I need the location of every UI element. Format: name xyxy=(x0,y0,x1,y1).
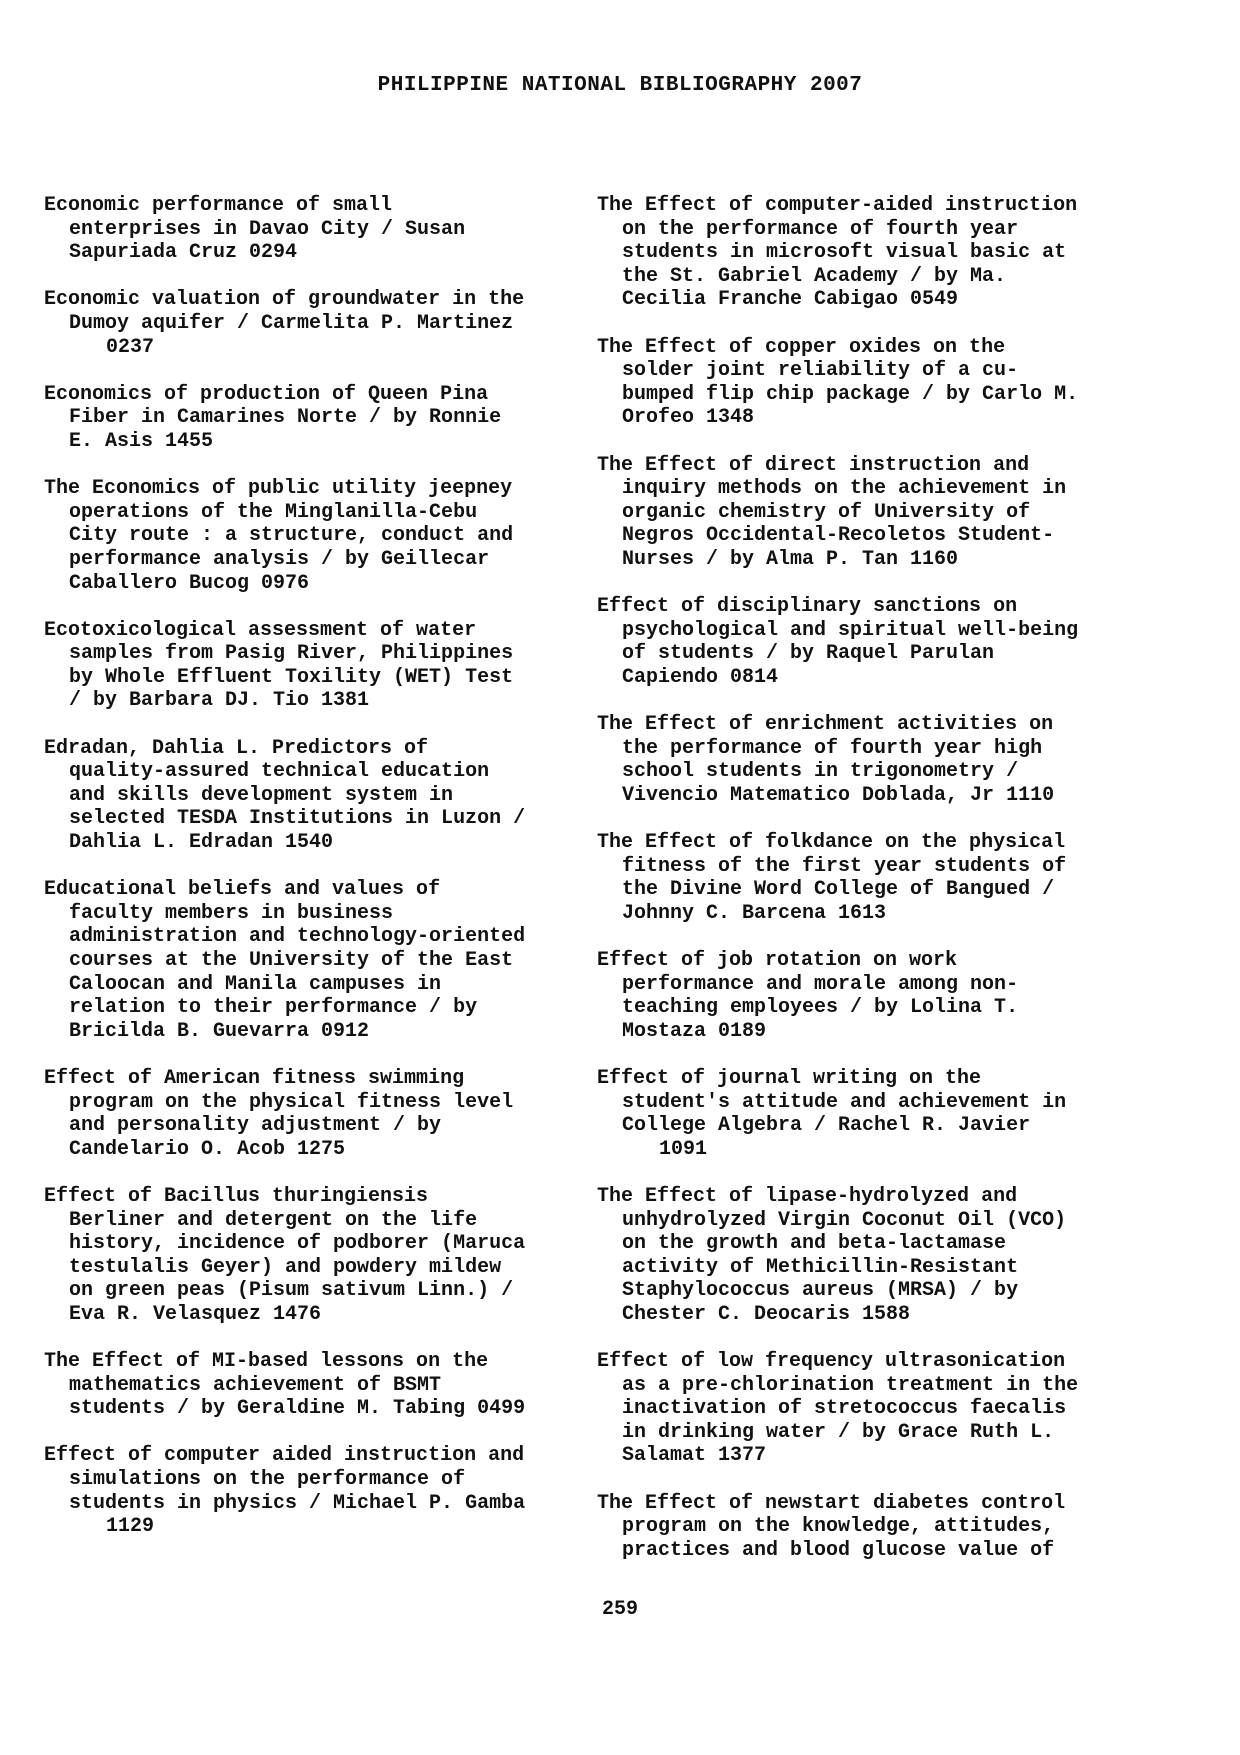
left-column xyxy=(44,194,564,1562)
entry-line: students / by Geraldine M. Tabing 0499 xyxy=(69,1397,526,1421)
entry-line: the Divine Word College of Bangued / xyxy=(622,878,1055,902)
entry-line: and personality adjustment / by xyxy=(69,1114,442,1138)
entry-line: Candelario O. Acob 1275 xyxy=(69,1137,346,1161)
entry-line: / by Barbara DJ. Tio 1381 xyxy=(69,689,370,713)
entry-line: testulalis Geyer) and powdery mildew xyxy=(69,1255,502,1279)
bibliography-entry xyxy=(597,1185,1117,1327)
entry-line: as a pre-chlorination treatment in the xyxy=(622,1373,1079,1397)
entry-line: Negros Occidental-Recoletos Student- xyxy=(622,524,1055,548)
entry-line: the St. Gabriel Academy / by Ma. xyxy=(622,264,1007,288)
entry-line: inactivation of stretococcus faecalis xyxy=(622,1397,1067,1421)
entry-line: in drinking water / by Grace Ruth L. xyxy=(622,1420,1055,1444)
bibliography-entry xyxy=(597,336,1117,430)
entry-line: bumped flip chip package / by Carlo M. xyxy=(622,382,1079,406)
entry-line: courses at the University of the East xyxy=(69,949,514,972)
bibliography-entry xyxy=(44,1185,564,1327)
entry-line: enterprises in Davao City / Susan xyxy=(69,217,466,241)
entry-line: Fiber in Camarines Norte / by Ronnie xyxy=(69,406,502,430)
entry-line: The Effect of MI-based lessons on the xyxy=(44,1350,489,1374)
entry-line: performance and morale among non- xyxy=(622,972,1019,996)
entry-line: on the growth and beta-lactamase xyxy=(622,1232,1007,1256)
entry-line: City route : a structure, conduct and xyxy=(69,524,514,548)
entry-line: on green peas (Pisum sativum Linn.) / xyxy=(69,1279,514,1303)
entry-line: mathematics achievement of BSMT xyxy=(69,1373,442,1397)
entry-line: by Whole Effluent Toxility (WET) Test xyxy=(69,665,514,689)
entry-line: Economic performance of small xyxy=(44,194,393,217)
entry-line: Bricilda B. Guevarra 0912 xyxy=(69,1019,370,1043)
entry-line: College Algebra / Rachel R. Javier xyxy=(622,1114,1031,1138)
bibliography-entry xyxy=(44,383,564,454)
bibliography-entry xyxy=(597,1492,1117,1563)
bibliography-entry xyxy=(597,949,1117,1043)
entry-line: organic chemistry of University of xyxy=(622,500,1031,524)
entry-line: The Effect of computer-aided instruction xyxy=(597,194,1078,217)
bibliography-entry xyxy=(597,194,1117,312)
entry-line: relation to their performance / by xyxy=(69,996,478,1020)
bibliography-entry xyxy=(597,595,1117,689)
entry-line: Johnny C. Barcena 1613 xyxy=(622,901,887,925)
page-title: PHILIPPINE NATIONAL BIBLIOGRAPHY 2007 xyxy=(377,74,863,97)
entry-line: Effect of journal writing on the xyxy=(597,1066,982,1090)
entry-line: of students / by Raquel Parulan xyxy=(622,642,995,666)
entry-line: psychological and spiritual well-being xyxy=(622,618,1079,642)
entry-line: and skills development system in xyxy=(69,783,454,807)
entry-line: selected TESDA Institutions in Luzon / xyxy=(69,807,526,831)
entry-line: Effect of low frequency ultrasonication xyxy=(597,1350,1066,1374)
bibliography-entry xyxy=(44,619,564,713)
entry-line: on the performance of fourth year xyxy=(622,217,1019,241)
entry-line: Caloocan and Manila campuses in xyxy=(69,972,442,996)
entry-line: Dumoy aquifer / Carmelita P. Martinez xyxy=(69,311,514,335)
entry-line: Capiendo 0814 xyxy=(622,665,779,689)
entry-line: student's attitude and achievement in xyxy=(622,1090,1067,1114)
entry-line: students in physics / Michael P. Gamba xyxy=(69,1491,526,1515)
entry-line: practices and blood glucose value of xyxy=(622,1538,1055,1562)
entry-line: Chester C. Deocaris 1588 xyxy=(622,1302,911,1326)
entry-line: Ecotoxicological assessment of water xyxy=(44,618,477,642)
entry-line: Sapuriada Cruz 0294 xyxy=(69,241,298,265)
entry-line: Dahlia L. Edradan 1540 xyxy=(69,831,334,855)
entry-line: simulations on the performance of xyxy=(69,1468,466,1492)
bibliography-entry xyxy=(597,713,1117,807)
bibliography-entry xyxy=(597,1350,1117,1468)
entry-line: Vivencio Matematico Doblada, Jr 1110 xyxy=(622,783,1055,807)
entry-line: quality-assured technical education xyxy=(69,760,490,784)
entry-line: The Effect of direct instruction and xyxy=(597,453,1030,477)
entry-line: Economics of production of Queen Pina xyxy=(44,382,489,406)
entry-line: Orofeo 1348 xyxy=(622,406,755,430)
entry-line: The Effect of folkdance on the physical xyxy=(597,831,1066,855)
entry-line: The Effect of copper oxides on the xyxy=(597,335,1006,359)
entry-line: performance analysis / by Geillecar xyxy=(69,547,490,571)
entry-line: Effect of Bacillus thuringiensis xyxy=(44,1184,429,1208)
entry-line: the performance of fourth year high xyxy=(622,736,1043,760)
entry-line: Effect of computer aided instruction and xyxy=(44,1444,525,1468)
entry-line: The Economics of public utility jeepney xyxy=(44,477,513,501)
entry-line: Berliner and detergent on the life xyxy=(69,1208,478,1232)
entry-line: history, incidence of podborer (Maruca xyxy=(69,1232,526,1256)
entry-line: Effect of American fitness swimming xyxy=(44,1066,465,1090)
entry-line: students in microsoft visual basic at xyxy=(622,241,1067,265)
entry-line: Educational beliefs and values of xyxy=(44,878,441,902)
bibliography-entry xyxy=(597,831,1117,925)
entry-line: school students in trigonometry / xyxy=(622,760,1019,784)
entry-line: program on the physical fitness level xyxy=(69,1090,514,1114)
entry-line: Economic valuation of groundwater in the xyxy=(44,288,525,312)
entry-line: The Effect of enrichment activities on xyxy=(597,713,1054,737)
bibliography-entry xyxy=(44,477,564,595)
entry-line: Effect of disciplinary sanctions on xyxy=(597,595,1018,619)
entry-line: solder joint reliability of a cu- xyxy=(622,359,1019,383)
entry-line: inquiry methods on the achievement in xyxy=(622,477,1067,501)
bibliography-entry xyxy=(44,878,564,1043)
entry-line: Eva R. Velasquez 1476 xyxy=(69,1302,322,1326)
bibliography-entry xyxy=(44,1444,564,1538)
entry-line: 1091 xyxy=(659,1137,708,1161)
bibliography-entry xyxy=(44,737,564,855)
entry-line: operations of the Minglanilla-Cebu xyxy=(69,500,478,524)
bibliography-entry xyxy=(597,454,1117,572)
entry-line: E. Asis 1455 xyxy=(69,429,214,453)
entry-line: The Effect of newstart diabetes control xyxy=(597,1491,1066,1515)
entry-line: program on the knowledge, attitudes, xyxy=(622,1515,1055,1539)
entry-line: activity of Methicillin-Resistant xyxy=(622,1255,1019,1279)
entry-line: samples from Pasig River, Philippines xyxy=(69,642,514,666)
entry-line: The Effect of lipase-hydrolyzed and xyxy=(597,1184,1018,1208)
right-column xyxy=(597,194,1117,1586)
entry-line: Salamat 1377 xyxy=(622,1444,767,1468)
entry-line: Nurses / by Alma P. Tan 1160 xyxy=(622,547,959,571)
entry-line: Cecilia Franche Cabigao 0549 xyxy=(622,288,959,312)
entry-line: Effect of job rotation on work xyxy=(597,949,958,972)
bibliography-entry xyxy=(44,1067,564,1161)
page-number: 259 xyxy=(601,1598,638,1621)
entry-line: Edradan, Dahlia L. Predictors of xyxy=(44,736,429,760)
entry-line: teaching employees / by Lolina T. xyxy=(622,996,1019,1020)
entry-line: Staphylococcus aureus (MRSA) / by xyxy=(622,1279,1019,1303)
entry-line: unhydrolyzed Virgin Coconut Oil (VCO) xyxy=(622,1208,1067,1232)
entry-line: fitness of the first year students of xyxy=(622,854,1067,878)
entry-line: Caballero Bucog 0976 xyxy=(69,571,310,595)
bibliography-entry xyxy=(44,194,564,265)
bibliography-entry xyxy=(44,288,564,359)
entry-line: administration and technology-oriented xyxy=(69,925,526,949)
entry-line: 1129 xyxy=(106,1515,155,1539)
entry-line: faculty members in business xyxy=(69,901,394,925)
entry-line: Mostaza 0189 xyxy=(622,1019,767,1043)
entry-line: 0237 xyxy=(106,335,155,359)
bibliography-entry xyxy=(597,1067,1117,1161)
bibliography-entry xyxy=(44,1350,564,1421)
